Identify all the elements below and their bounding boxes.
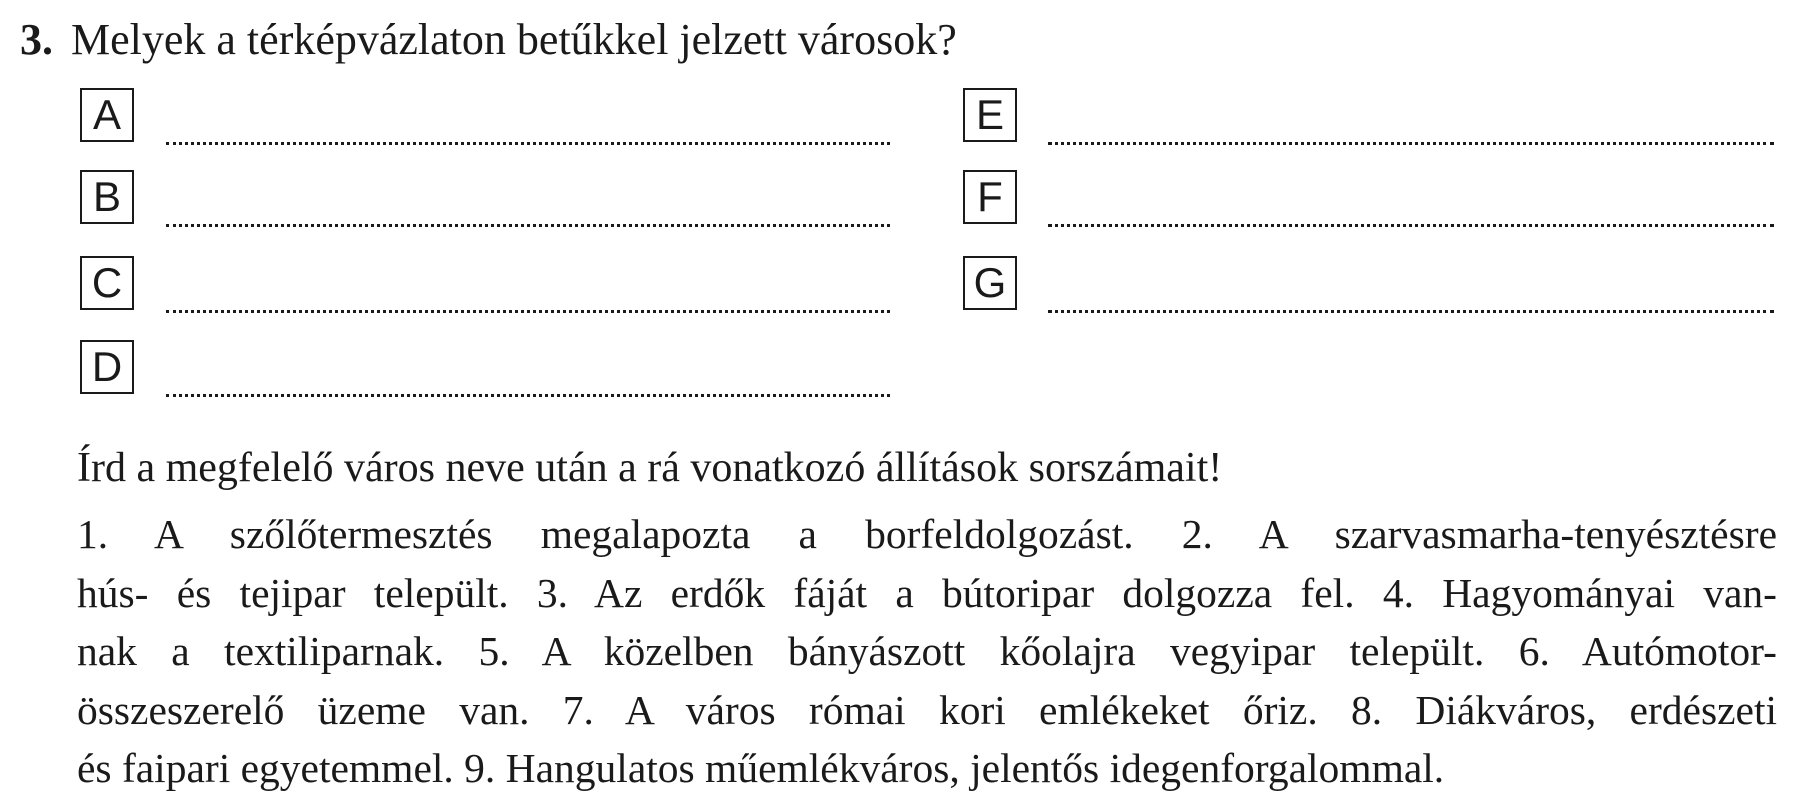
answer-line-e[interactable] [1048, 142, 1774, 145]
question-text: Melyek a térképvázlaton betűkkel jelzett városok? [71, 15, 957, 64]
instruction-text: Írd a megfelelő város neve után a rá vonatkozó állítások sorszámait! [77, 445, 1223, 491]
answer-row-e [963, 88, 1783, 148]
letter-box-b: B [80, 170, 134, 224]
answer-line-d[interactable] [166, 394, 890, 397]
question-heading [20, 10, 957, 70]
answer-line-g[interactable] [1048, 310, 1774, 313]
letter-box-e: E [963, 88, 1017, 142]
statements-paragraph [77, 505, 1777, 798]
statements-line: összeszerelő üzeme van. 7. A város római kori emlékeket őriz. 8. Diákváros, erdészeti [77, 686, 1777, 733]
answer-row-d [80, 340, 900, 400]
letter-box-g: G [963, 256, 1017, 310]
answer-row-a [80, 88, 900, 148]
letter-box-a: A [80, 88, 134, 142]
answer-line-c[interactable] [166, 310, 890, 313]
letter-box-c: C [80, 256, 134, 310]
answer-row-g [963, 256, 1783, 316]
letter-box-d: D [80, 340, 134, 394]
statements-line: hús- és tejipar települt. 3. Az erdők fáját a bútoripar dolgozza fel. 4. Hagyományai van- [77, 569, 1777, 616]
answer-line-b[interactable] [166, 224, 890, 227]
statements-line: nak a textiliparnak. 5. A közelben bányászott kőolajra vegyipar települt. 6. Autómotor- [77, 628, 1777, 674]
answer-line-a[interactable] [166, 142, 890, 145]
question-number: 3. [20, 15, 53, 64]
answer-row-f [963, 170, 1783, 230]
statements-line: és faipari egyetemmel. 9. Hangulatos műemlékváros, jelentős idegenforgalommal. [77, 745, 1445, 791]
answer-line-f[interactable] [1048, 224, 1774, 227]
statements-line: 1. A szőlőtermesztés megalapozta a borfeldolgozást. 2. A szarvasmarha-tenyésztésre [77, 511, 1777, 557]
answer-row-c [80, 256, 900, 316]
letter-box-f: F [963, 170, 1017, 224]
answer-row-b [80, 170, 900, 230]
